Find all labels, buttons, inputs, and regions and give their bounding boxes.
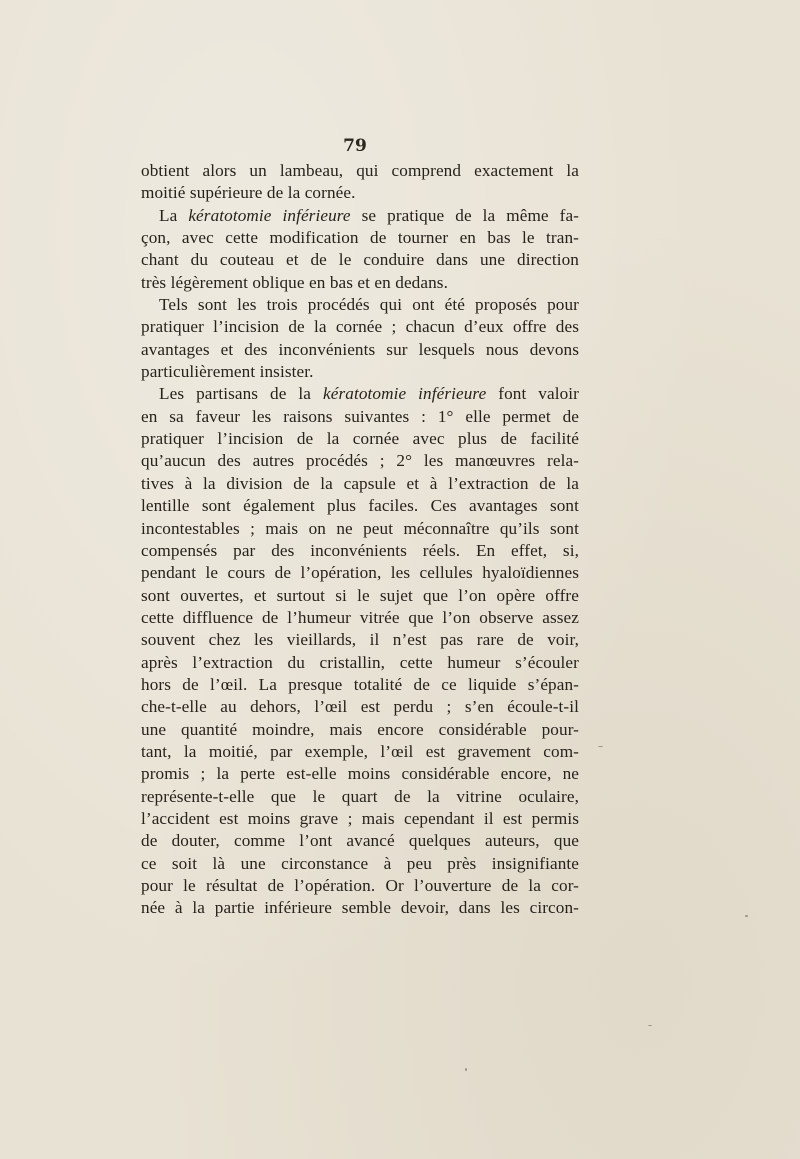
text-line (141, 696, 579, 718)
text-run: ce soit là une circonstance à peu près insignifiante (141, 853, 579, 873)
text-run: née à la partie inférieure semble devoir, dans les circon- (141, 898, 579, 918)
text-line (141, 182, 579, 204)
text-line (141, 383, 579, 405)
text-line (141, 249, 579, 271)
text-line (141, 875, 579, 897)
text-run: pratiquer l’incision de la cornée avec plus de facilité (141, 429, 579, 449)
text-line (141, 562, 579, 584)
text-run: Tels sont les trois procédés qui ont été proposés pour (159, 295, 579, 315)
text-line (141, 361, 579, 383)
text-line (141, 585, 579, 607)
text-line (141, 763, 579, 785)
text-line (141, 540, 579, 562)
text-run: hors de l’œil. La presque totalité de ce liquide s’épan- (141, 674, 579, 694)
text-run: çon, avec cette modification de tourner en bas le tran- (141, 228, 579, 248)
paper-speck (465, 1068, 467, 1071)
text-line (141, 741, 579, 763)
page-number: 79 (343, 136, 367, 156)
paper-speck (598, 746, 603, 747)
text-line (141, 205, 579, 227)
text-line (141, 629, 579, 651)
text-run: obtient alors un lambeau, qui comprend exactement la (141, 161, 579, 180)
text-run: l’accident est moins grave ; mais cependant il est permis (141, 808, 579, 828)
italic-term: kératotomie inférieure (323, 384, 487, 404)
text-run: sont ouvertes, et surtout si le sujet que l’on opère offre (141, 585, 579, 605)
text-line (141, 652, 579, 674)
text-run: pour le résultat de l’opération. Or l’ouverture de la cor- (141, 876, 579, 895)
text-run: La (159, 205, 189, 225)
paper-speck (745, 915, 748, 917)
text-run: moitié supérieure de la cornée. (141, 183, 356, 203)
text-run: promis ; la perte est-elle moins considérable encore, ne (141, 764, 579, 784)
text-run: tant, la moitié, par exemple, l’œil est gravement com- (141, 741, 579, 761)
text-run: tives à la division de la capsule et à l’extraction de la (141, 473, 579, 493)
text-line (141, 294, 579, 316)
text-run: particulièrement insister. (141, 362, 314, 382)
text-run: pendant le cours de l’opération, les cellules hyaloïdiennes (141, 563, 579, 583)
text-line (141, 853, 579, 875)
text-line (141, 495, 579, 517)
text-run: qu’aucun des autres procédés ; 2° les manœuvres rela- (141, 451, 579, 471)
text-run: chant du couteau et de le conduire dans une direction (141, 250, 579, 270)
text-run: après l’extraction du cristallin, cette humeur s’écouler (141, 652, 579, 672)
text-line (141, 227, 579, 249)
text-line (141, 160, 579, 182)
text-run: de douter, comme l’ont avancé quelques auteurs, que (141, 831, 579, 851)
text-run: pratiquer l’incision de la cornée ; chacun d’eux offre des (141, 317, 579, 337)
text-run: compensés par des inconvénients réels. En effet, si, (141, 540, 579, 560)
text-run: cette diffluence de l’humeur vitrée que l’on observe assez (141, 607, 579, 627)
text-run: avantages et des inconvénients sur lesquels nous devons (141, 339, 579, 359)
text-run: très légèrement oblique en bas et en dedans. (141, 272, 448, 292)
text-run: Les partisans de la (159, 384, 323, 404)
text-line (141, 406, 579, 428)
text-line (141, 428, 579, 450)
text-run: représente-t-elle que le quart de la vitrine oculaire, (141, 786, 579, 806)
text-run: incontestables ; mais on ne peut méconnaître qu’ils sont (141, 518, 579, 538)
text-line (141, 674, 579, 696)
body-text (141, 160, 579, 920)
text-line (141, 897, 579, 919)
text-run: souvent chez les vieillards, il n’est pas rare de voir, (141, 630, 579, 650)
text-run: en sa faveur les raisons suivantes : 1° elle permet de (141, 406, 579, 426)
text-line (141, 518, 579, 540)
text-line (141, 450, 579, 472)
text-line (141, 272, 579, 294)
paper-speck (648, 1025, 652, 1026)
text-line (141, 786, 579, 808)
text-line (141, 473, 579, 495)
text-run: che-t-elle au dehors, l’œil est perdu ; s’en écoule-t-il (141, 697, 579, 717)
italic-term: kératotomie inférieure (188, 205, 351, 225)
text-run: se pratique de la même fa- (350, 205, 580, 225)
text-line (141, 316, 579, 338)
text-line (141, 830, 579, 852)
text-run: font valoir (486, 384, 579, 404)
text-run: lentille sont également plus faciles. Ces avantages sont (141, 496, 579, 516)
text-line (141, 339, 579, 361)
text-run: une quantité moindre, mais encore considérable pour- (141, 719, 579, 739)
text-line (141, 808, 579, 830)
text-line (141, 607, 579, 629)
text-line (141, 719, 579, 741)
